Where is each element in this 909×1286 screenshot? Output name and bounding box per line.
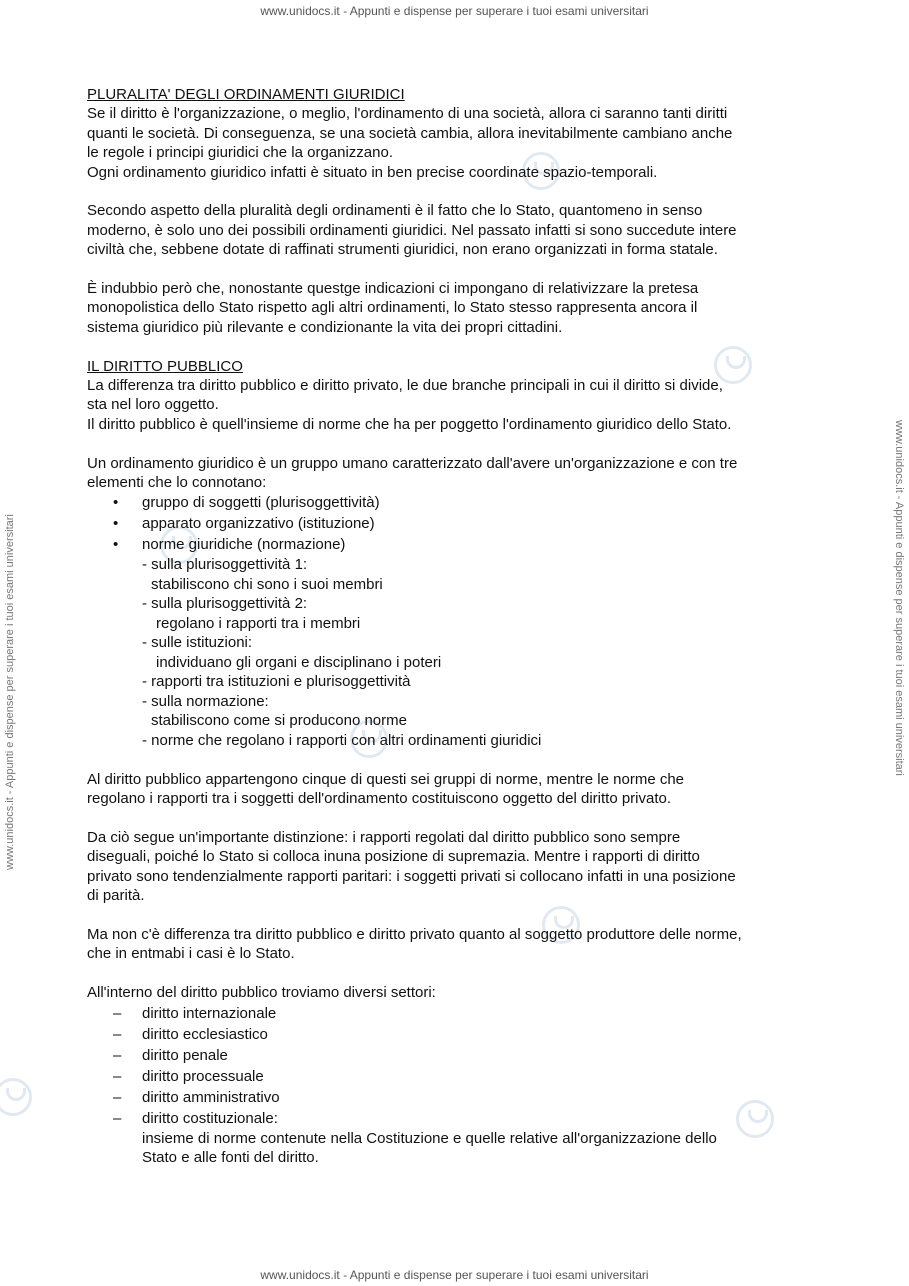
list-item: - sulla plurisoggettività 2: — [142, 595, 308, 613]
elements-list — [87, 492, 827, 555]
sectors-list — [87, 1003, 827, 1129]
paragraph-line: civiltà che, sebbene dotate di raffinati strumenti giuridici, non erano organizzati in forma statale. — [87, 241, 718, 259]
header-watermark: www.unidocs.it - Appunti e dispense per superare i tuoi esami universitari — [260, 4, 649, 18]
paragraph-line: Il diritto pubblico è quell'insieme di norme che ha per poggetto l'ordinamento giuridico dello Stato. — [87, 415, 732, 433]
section-diritto-pubblico — [87, 357, 827, 435]
paragraph — [87, 279, 827, 337]
list-item: – diritto processuale — [87, 1066, 827, 1087]
paragraph-line: quanti le società. Di conseguenza, se una società cambia, allora inevitabilmente cambiano anche — [87, 124, 733, 142]
paragraph-line: Da ciò segue un'importante distinzione: i rapporti regolati dal diritto pubblico sono sempre — [87, 829, 681, 847]
paragraph — [87, 925, 827, 964]
paragraph-line: monopolistica dello Stato rispetto agli altri ordinamenti, lo Stato stesso rappresenta ancora il — [87, 299, 698, 317]
paragraph-line: di parità. — [87, 887, 145, 905]
paragraph-line: insieme di norme contenute nella Costituzione e quelle relative all'organizzazione dello — [142, 1129, 717, 1147]
paragraph-line: È indubbio però che, nonostante questge indicazioni ci impongano di relativizzare la pretesa — [87, 280, 699, 298]
list-item: – diritto ecclesiastico — [87, 1024, 827, 1045]
paragraph-line: moderno, è solo uno dei possibili ordinamenti giuridici. Nel passato infatti si sono succedute intere — [87, 221, 737, 239]
list-item: – diritto internazionale — [87, 1003, 827, 1024]
paragraph-line: Se il diritto è l'organizzazione, o meglio, l'ordinamento di una società, allora ci saranno tanti diritti — [87, 105, 728, 123]
list-item: – diritto amministrativo — [87, 1087, 827, 1108]
paragraph — [87, 770, 827, 809]
list-item: – diritto costituzionale: — [87, 1108, 827, 1129]
unidocs-logo-icon — [0, 1078, 32, 1116]
paragraph-line: Secondo aspetto della pluralità degli ordinamenti è il fatto che lo Stato, quantomeno in senso — [87, 202, 703, 220]
paragraph-line: Al diritto pubblico appartengono cinque di questi sei gruppi di norme, mentre le norme che — [87, 770, 685, 788]
paragraph-line: La differenza tra diritto pubblico e diritto privato, le due branche principali in cui il diritto si divide, — [87, 377, 723, 395]
paragraph-line: le regole i principi giuridici che la organizzano. — [87, 144, 393, 162]
paragraph — [87, 201, 827, 259]
paragraph — [87, 454, 827, 493]
left-side-watermark: www.unidocs.it - Appunti e dispense per superare i tuoi esami universitari — [4, 514, 16, 870]
paragraph-line: sta nel loro oggetto. — [87, 396, 219, 414]
list-item: individuano gli organi e disciplinano i poteri — [156, 653, 442, 671]
paragraph — [87, 828, 827, 906]
list-item: • gruppo di soggetti (plurisoggettività) — [87, 492, 827, 513]
paragraph-line: Un ordinamento giuridico è un gruppo umano caratterizzato dall'avere un'organizzazione e con tre — [87, 454, 738, 472]
paragraph-line: All'interno del diritto pubblico troviamo diversi settori: — [87, 984, 436, 1002]
list-item: - rapporti tra istituzioni e plurisoggettività — [142, 673, 411, 691]
list-item: stabiliscono come si producono norme — [151, 712, 407, 730]
paragraph-line: regolano i rapporti tra i soggetti dell'ordinamento costituiscono oggetto del diritto privato. — [87, 790, 672, 808]
section-title: IL DIRITTO PUBBLICO — [87, 357, 243, 375]
section-title: PLURALITA' DEGLI ORDINAMENTI GIURIDICI — [87, 86, 405, 103]
list-item: • apparato organizzativo (istituzione) — [87, 513, 827, 534]
list-item: - sulle istituzioni: — [142, 634, 253, 652]
paragraph-line: elementi che lo connotano: — [87, 474, 267, 492]
right-side-watermark: www.unidocs.it - Appunti e dispense per superare i tuoi esami universitari — [893, 420, 905, 776]
list-item: stabiliscono chi sono i suoi membri — [151, 575, 383, 593]
paragraph — [87, 983, 827, 1002]
paragraph-line: Ma non c'è differenza tra diritto pubblico e diritto privato quanto al soggetto produttore delle norme, — [87, 926, 742, 944]
section-pluralita — [87, 85, 827, 182]
paragraph-line: che in entmabi i casi è lo Stato. — [87, 945, 295, 963]
norm-groups-list — [87, 555, 827, 750]
list-item: • norme giuridiche (normazione) — [87, 534, 827, 555]
list-item: – diritto penale — [87, 1045, 827, 1066]
paragraph-line: diseguali, poiché lo Stato si colloca inuna posizione di supremazia. Mentre i rapporti di diritto — [87, 848, 700, 866]
paragraph-line: privato sono tendenzialmente rapporti paritari: i soggetti privati si collocano infatti in una posizione — [87, 867, 736, 885]
footer-watermark: www.unidocs.it - Appunti e dispense per superare i tuoi esami universitari — [260, 1268, 649, 1282]
paragraph-line: Stato e alle fonti del diritto. — [142, 1149, 319, 1167]
list-item: - norme che regolano i rapporti con altri ordinamenti giuridici — [142, 731, 542, 749]
constitutional-definition — [87, 1129, 827, 1168]
document-body — [87, 85, 827, 1168]
paragraph-line: sistema giuridico più rilevante e condizionante la vita dei propri cittadini. — [87, 318, 563, 336]
paragraph-line: Ogni ordinamento giuridico infatti è situato in ben precise coordinate spazio-temporali. — [87, 163, 658, 181]
list-item: - sulla normazione: — [142, 692, 269, 710]
list-item: - sulla plurisoggettività 1: — [142, 556, 308, 574]
list-item: regolano i rapporti tra i membri — [156, 614, 361, 632]
